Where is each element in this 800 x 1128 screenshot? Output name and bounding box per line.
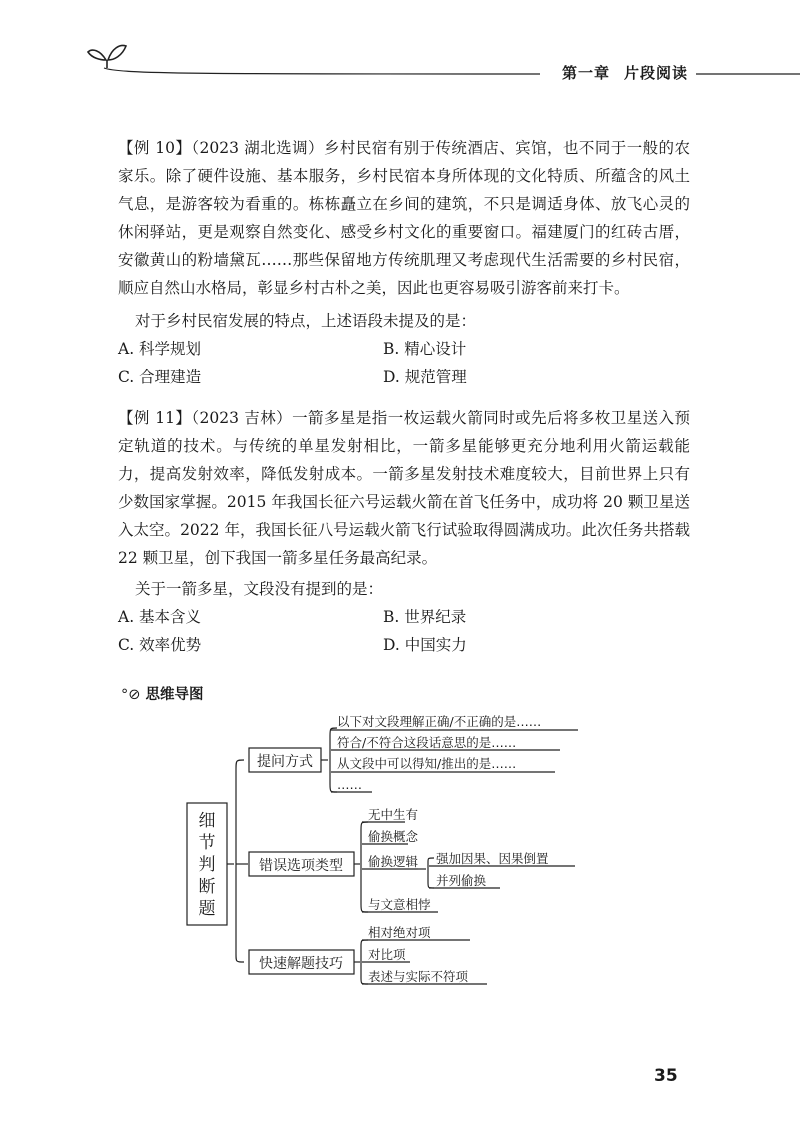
chapter-title	[548, 62, 688, 83]
example-10-option-d: D. 规范管理	[383, 368, 467, 386]
pencil-icon: °⊘	[121, 687, 141, 703]
branch3-item-1: 相对绝对项	[368, 925, 431, 940]
branch1-item-3: 从文段中可以得知/推出的是……	[337, 756, 517, 771]
branch2-item-3: 偷换逻辑	[368, 854, 419, 869]
example-11-passage	[118, 404, 690, 572]
branch2-label: 错误选项类型	[259, 858, 343, 874]
branch2-item-2: 偷换概念	[368, 829, 419, 844]
sprout-icon	[88, 46, 126, 68]
example-10-paragraph: 【例 10】（2023 湖北选调）乡村民宿有别于传统酒店、宾馆，也不同于一般的农家乐。除了硬件设施、基本服务，乡村民宿本身所体现的文化特质、所蕴含的风土气息，是游客较为看重的。栋栋矗立在乡间的建筑，不只是调适身体、放飞心灵的休闲驿站，更是观察自然变化、感受乡村文化的重要窗口。福建厦门的红砖古厝，安徽黄山的粉墙黛瓦……那些保留地方传统肌理又考虑现代生活需要的乡村民宿，顺应自然山水格局，彰显乡村古朴之美，因此也更容易吸引游客前来打卡。	[118, 139, 690, 297]
branch1-item-4: ……	[337, 777, 362, 792]
branch3-box	[249, 950, 354, 974]
example-11-option-b: B. 世界纪录	[383, 608, 467, 626]
example-11-option-a: A. 基本含义	[118, 608, 202, 626]
chapter-number: 第一章	[561, 64, 610, 82]
mindmap-root-box	[187, 803, 227, 925]
example-10-option-b: B. 精心设计	[383, 340, 467, 358]
mindmap-title: 思维导图	[145, 687, 204, 703]
branch3-item-2: 对比项	[368, 947, 406, 962]
branch1-label: 提问方式	[257, 754, 313, 770]
branch1-item-1: 以下对文段理解正确/不正确的是……	[337, 714, 542, 729]
branch2-box	[249, 852, 354, 876]
example-11-question: 关于一箭多星，文段没有提到的是：	[135, 580, 384, 598]
example-11-option-c: C. 效率优势	[118, 636, 202, 654]
example-11-paragraph: 【例 11】（2023 吉林）一箭多星是指一枚运载火箭同时或先后将多枚卫星送入预定轨道的技术。与传统的单星发射相比，一箭多星能够更充分地利用火箭运载能力，提高发射效率，降低发射成本。一箭多星发射技术难度较大，目前世界上只有少数国家掌握。2015 年我国长征六号运载火箭在首飞任务中，成功将 20 颗卫星送入太空。2022 年，我国长征八号运载火箭飞行试验取得圆满成功。此次任务共搭载 22 颗卫星，创下我国一箭多星任务最高纪录。	[118, 409, 690, 567]
branch1-box	[249, 748, 321, 772]
branch3-label: 快速解题技巧	[259, 956, 343, 972]
branch2-item-4: 与文意相悖	[368, 897, 431, 912]
section-title: 片段阅读	[623, 64, 688, 82]
mindmap-heading	[121, 683, 203, 704]
branch3-item-3: 表述与实际不符项	[368, 969, 469, 984]
example-10-option-a: A. 科学规划	[118, 340, 202, 358]
example-11-option-d: D. 中国实力	[383, 636, 467, 654]
branch2-sub-item-2: 并列偷换	[436, 873, 487, 888]
example-10-passage	[118, 134, 690, 302]
branch1-item-2: 符合/不符合这段话意思的是……	[337, 735, 517, 750]
example-10-option-c: C. 合理建造	[118, 368, 202, 386]
mindmap-root-label: 细节判断题	[198, 811, 216, 919]
page-number: 35	[654, 1066, 678, 1086]
branch2-sub-item-1: 强加因果、因果倒置	[436, 851, 549, 866]
branch2-item-1: 无中生有	[368, 807, 419, 822]
page-header	[0, 0, 800, 90]
example-10-question: 对于乡村民宿发展的特点，上述语段未提及的是：	[135, 312, 477, 330]
